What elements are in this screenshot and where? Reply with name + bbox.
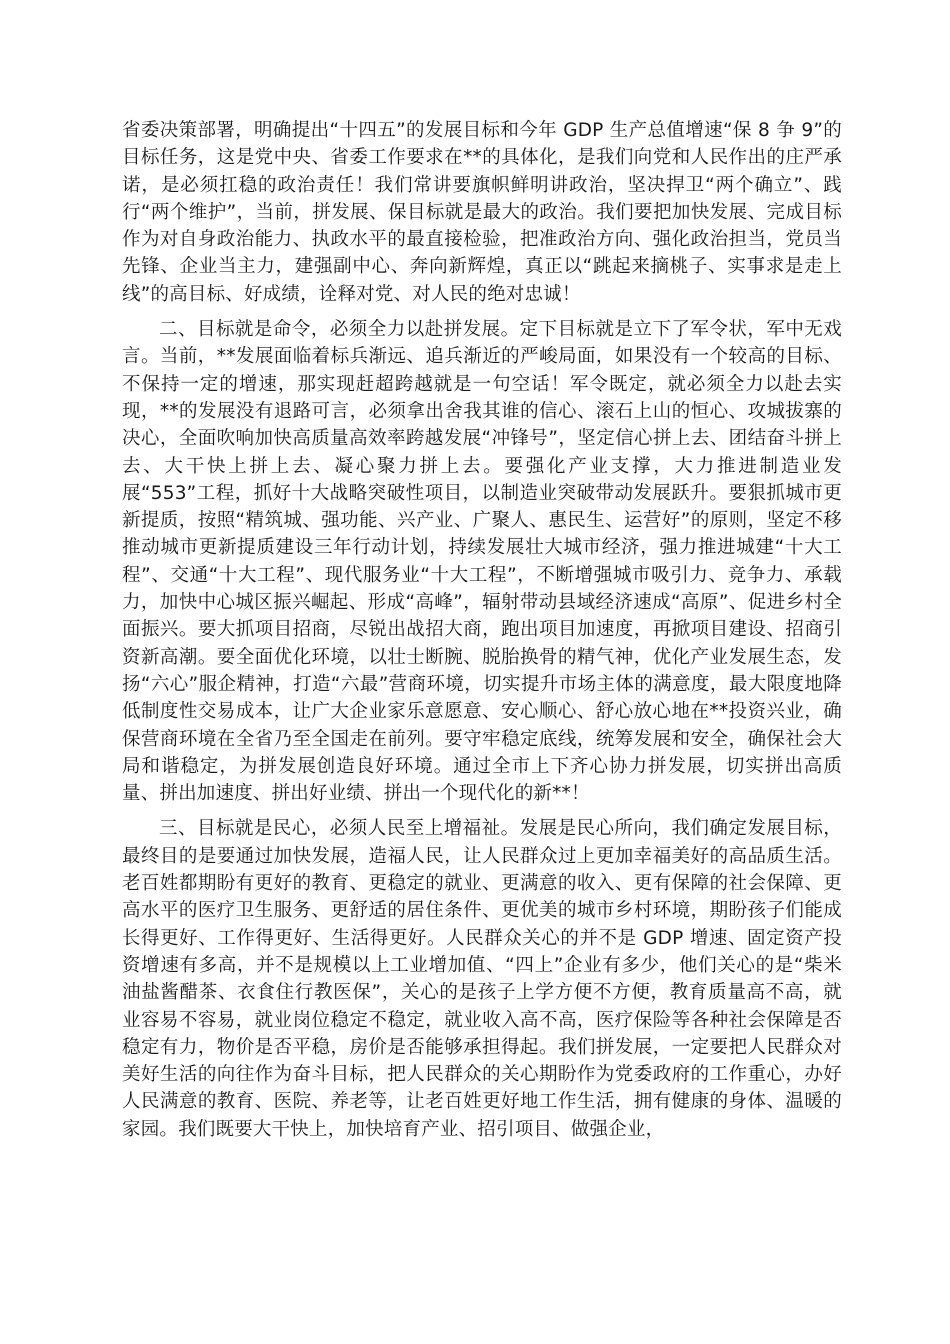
paragraph-continuation: 省委决策部署，明确提出“十四五”的发展目标和今年 GDP 生产总值增速“保 8 争 9”的目标任务，这是党中央、省委工作要求在**的具体化，是我们向党和人民作出的庄严承诺，是必须扛稳的政治责任！我们常讲要旗帜鲜明讲政治，坚决捍卫“两个确立”、践行“两个维护”，当前，拼发展、保目标就是最大的政治。我们要把加快发展、完成目标作为对自身政治能力、执政水平的最直接检验，把准政治方向、强化政治担当，党员当先锋、企业当主力，建强副中心、奔向新辉煌，真正以“跳起来摘桃子、实事求是走上线”的高目标、好成绩，诠释对党、对人民的绝对忠诚！ <box>122 120 842 305</box>
document-body <box>122 117 842 1143</box>
paragraph-section-two: 二、目标就是命令，必须全力以赴拼发展。定下目标就是立下了军令状，军中无戏言。当前，**发展面临着标兵渐远、追兵渐近的严峻局面，如果没有一个较高的目标、不保持一定的增速，那实现赶超跨越就是一句空话！军令既定，就必须全力以赴去实现，**的发展没有退路可言，必须拿出舍我其谁的信心、滚石上山的恒心、攻城拔寨的决心，全面吹响加快高质量高效率跨越发展“冲锋号”，坚定信心拼上去、团结奋斗拼上去、大干快上拼上去、凝心聚力拼上去。要强化产业支撑，大力推进制造业发展“553”工程，抓好十大战略突破性项目，以制造业突破带动发展跃升。要狠抓城市更新提质，按照“精筑城、强功能、兴产业、广聚人、惠民生、运营好”的原则，坚定不移推动城市更新提质建设三年行动计划，持续发展壮大城市经济，强力推进城建“十大工程”、交通“十大工程”、现代服务业“十大工程”，不断增强城市吸引力、竞争力、承载力，加快中心城区振兴崛起、形成“高峰”，辐射带动县域经济速成“高原”、促进乡村全面振兴。要大抓项目招商，尽锐出战招大商，跑出项目加速度，再掀项目建设、招商引资新高潮。要全面优化环境，以壮士断腕、脱胎换骨的精气神，优化产业发展生态，发扬“六心”服企精神，打造“六最”营商环境，切实提升市场主体的满意度，最大限度地降低制度性交易成本，让广大企业家乐意愿意、安心顺心、舒心放心地在**投资兴业，确保营商环境在全省乃至全国走在前列。要守牢稳定底线，统筹发展和安全，确保社会大局和谐稳定，为拼发展创造良好环境。通过全市上下齐心协力拼发展，切实拼出高质量、拼出加速度、拼出好业绩、拼出一个现代化的新**！ <box>122 319 842 805</box>
paragraph-section-three: 三、目标就是民心，必须人民至上增福祉。发展是民心所向，我们确定发展目标，最终目的是要通过加快发展，造福人民，让人民群众过上更加幸福美好的高品质生活。老百姓都期盼有更好的教育、更稳定的就业、更满意的收入、更有保障的社会保障、更高水平的医疗卫生服务、更舒适的居住条件、更优美的城市乡村环境，期盼孩子们能成长得更好、工作得更好、生活得更好。人民群众关心的并不是 GDP 增速、固定资产投资增速有多高，并不是规模以上工业增加值、“四上”企业有多少，他们关心的是“柴米油盐酱醋茶、衣食住行教医保”，关心的是孩子上学方便不方便，教育质量高不高，就业容易不容易，就业岗位稳定不稳定，就业收入高不高，医疗保险等各种社会保障是否稳定有力，物价是否平稳，房价是否能够承担得起。我们拼发展，一定要把人民群众对美好生活的向往作为奋斗目标，把人民群众的关心期盼作为党委政府的工作重心，办好人民满意的教育、医院、养老等，让老百姓更好地工作生活，拥有健康的身体、温暖的家园。我们既要大干快上，加快培育产业、招引项目、做强企业， <box>122 818 842 1140</box>
